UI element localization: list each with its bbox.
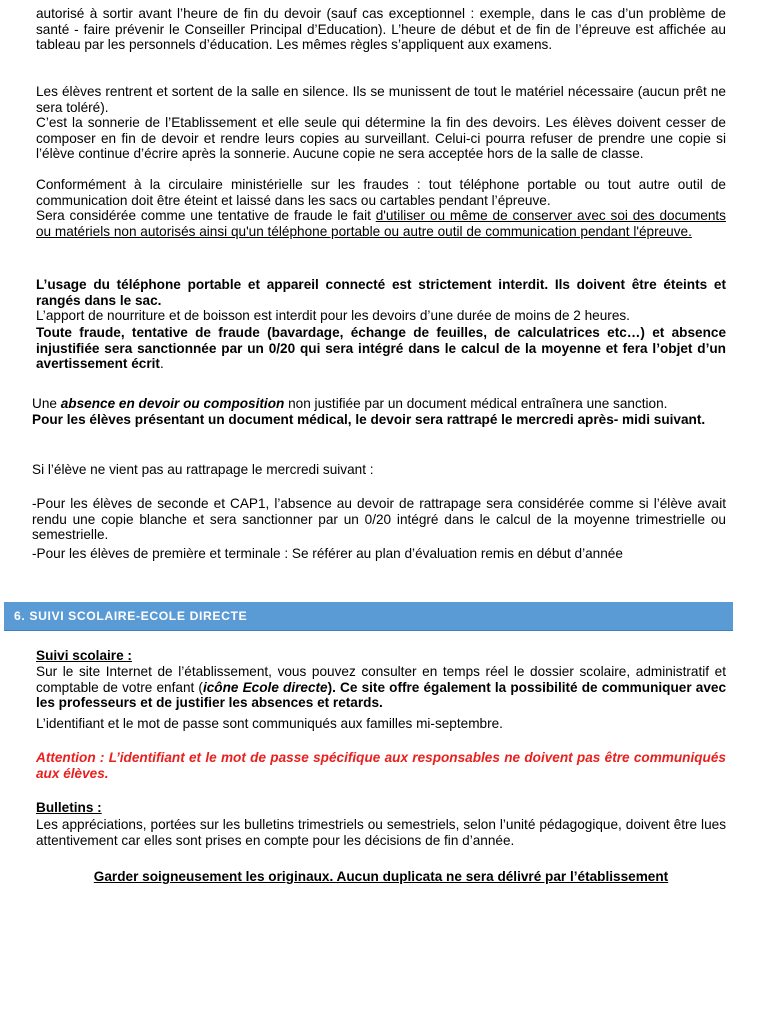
premiere-terminale-rule: -Pour les élèves de première et terminale : Se référer au plan d’évaluation remis en début d’année	[32, 546, 623, 561]
phone-ban-rule: L’usage du téléphone portable et appareil connecté est strictement interdit. Ils doivent être éteints et rangés dans le sac.	[36, 277, 726, 308]
suivi-scolaire-text	[36, 664, 726, 711]
fraud-definition-underlined: d'utiliser ou même de conserver avec soi des documents ou matériels non autorisés ainsi qu'un téléphone portable ou autre outil de communication pendant l'épreuve.	[36, 208, 726, 239]
food-rule: L’apport de nourriture et de boisson est interdit pour les devoirs d’une durée de moins de 2 heures.	[36, 308, 630, 323]
absence-sanction	[32, 396, 726, 412]
absence-rest: non justifiée par un document médical entraînera une sanction.	[284, 396, 668, 411]
credentials-info: L’identifiant et le mot de passe sont communiqués aux familles mi-septembre.	[36, 716, 503, 731]
section-6-header	[4, 602, 733, 631]
fraud-definition-lead: Sera considérée comme une tentative de fraude le fait	[36, 208, 376, 223]
bell-rule: C’est la sonnerie de l’Etablissement et elle seule qui détermine la fin des devoirs. Les élèves doivent cesser de composer en fin de devoir et rendre leurs copies au surveillant. Celui-ci pourra refuser de prendre une copie si l’élève continue d’écrire après la sonnerie. Aucune copie ne sera acceptée hors de la salle de classe.	[36, 115, 726, 162]
medical-makeup-rule: Pour les élèves présentant un document médical, le devoir sera rattrapé le mercredi après- midi suivant.	[32, 412, 706, 427]
absence-emphasis: absence en devoir ou composition	[60, 396, 285, 411]
fraud-sanction-end: .	[159, 356, 164, 372]
silence-rule: Les élèves rentrent et sortent de la salle en silence. Ils se munissent de tout le matériel nécessaire (aucun prêt ne sera toléré).	[36, 84, 726, 115]
makeup-no-show: Si l’élève ne vient pas au rattrapage le mercredi suivant :	[32, 462, 374, 477]
fraud-sanction-bold: Toute fraude, tentative de fraude (bavardage, échange de feuilles, de calculatrices etc…) et absence injustifiée sera sanctionnée par un 0/20 qui sera intégré dans le calcul de la moyenne et fera l’objet d’un avertissement écrit	[36, 325, 726, 372]
bulletins-text: Les appréciations, portées sur les bulletins trimestriels ou semestriels, selon l’unité pédagogique, doivent être lues attentivement car elles sont prises en compte pour les décisions de fin d’année.	[36, 817, 726, 848]
fraud-definition	[36, 208, 726, 239]
suivi-text-bold: ). Ce site offre également la possibilité de communiquer avec les professeurs et de justifier les absences et retards.	[36, 679, 726, 711]
suivi-scolaire-heading: Suivi scolaire :	[36, 648, 132, 663]
fraud-sanction-rule	[36, 325, 726, 372]
circular-rule: Conformément à la circulaire ministérielle sur les fraudes : tout téléphone portable ou tout autre outil de communication doit être éteint et laissé dans les sacs ou cartables pendant l’épreuve.	[36, 177, 726, 208]
bulletins-heading: Bulletins :	[36, 800, 102, 815]
keep-originals-notice: Garder soigneusement les originaux. Aucun duplicata ne sera délivré par l’établissement	[93, 869, 669, 884]
section-6-title: 6. SUIVI SCOLAIRE-ECOLE DIRECTE	[14, 609, 248, 623]
attention-warning: Attention : L’identifiant et le mot de passe spécifique aux responsables ne doivent pas être communiqués aux élèves.	[36, 750, 726, 781]
suivi-text-lead: Sur le site Internet de l’établissement, vous pouvez consulter en temps réel le dossier scolaire, administratif et comptable de votre enfant (	[36, 664, 726, 695]
seconde-cap1-rule: -Pour les élèves de seconde et CAP1, l’absence au devoir de rattrapage sera considérée comme si l’élève avait rendu une copie blanche et sera sanctionner par un 0/20 intégré dans le calcul de la moyenne trimestrielle ou semestrielle.	[32, 496, 726, 543]
exam-exit-rule: autorisé à sortir avant l’heure de fin du devoir (sauf cas exceptionnel : exemple, dans le cas d’un problème de santé - faire prévenir le Conseiller Principal d’Education). L’heure de début et de fin de l’épreuve est affichée au tableau par les personnels d’éducation. Les mêmes règles s’appliquent aux examens.	[36, 6, 726, 53]
absence-lead: Une	[32, 396, 61, 411]
ecole-directe-icon-label: icône Ecole directe	[202, 679, 328, 695]
